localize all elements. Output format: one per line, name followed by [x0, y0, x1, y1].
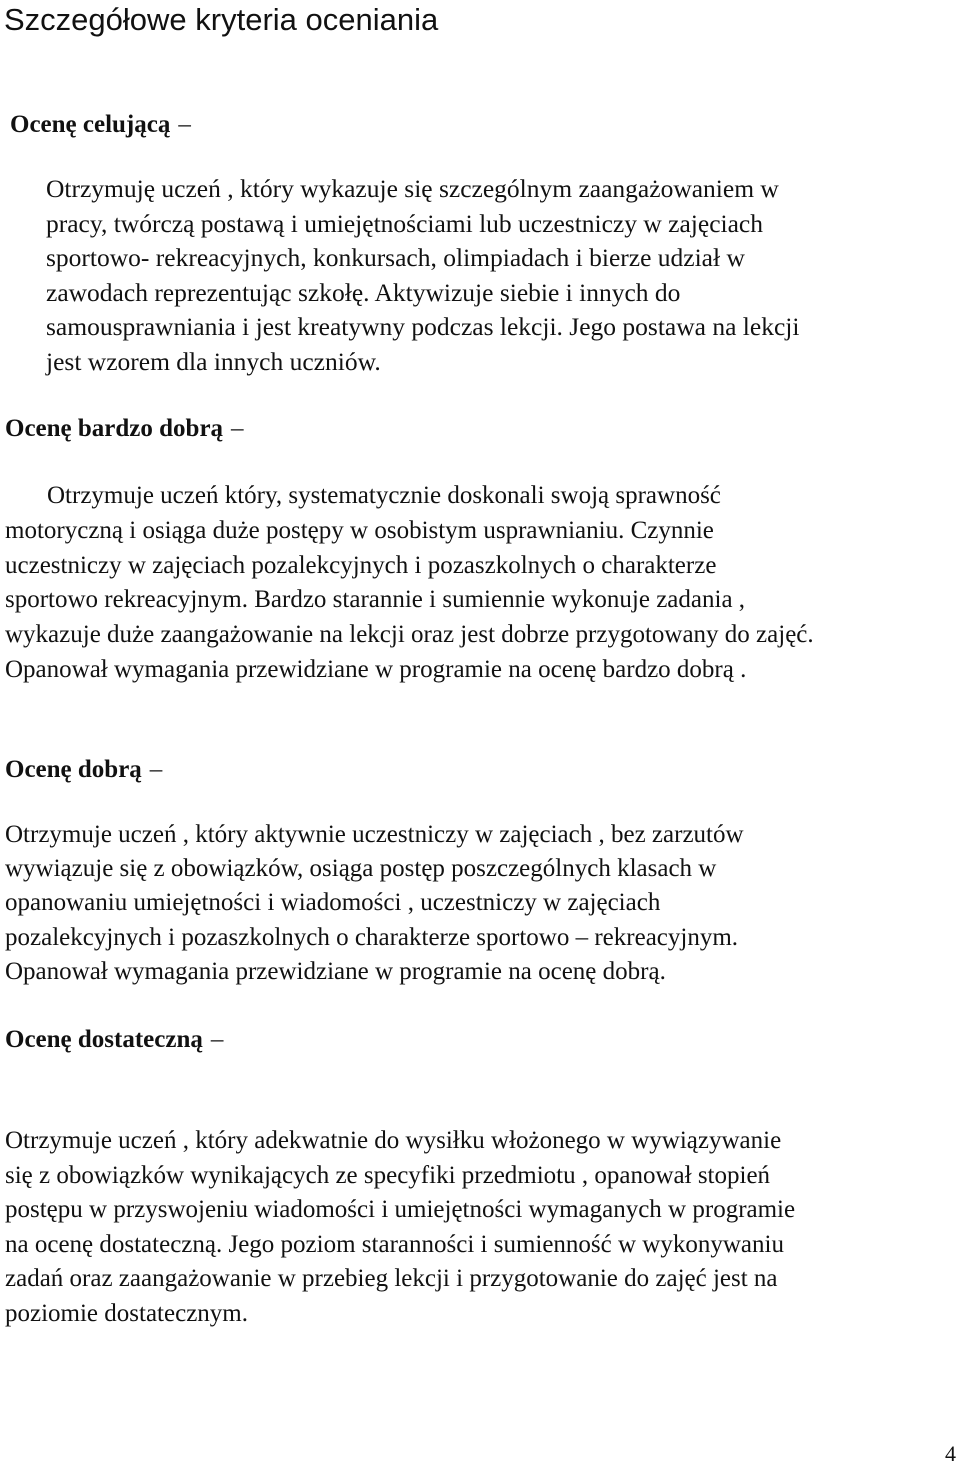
body-line: się z obowiązków wynikających ze specyfiki przedmiotu , opanował stopień [5, 1161, 771, 1189]
body-line: sportowo- rekreacyjnych, konkursach, olimpiadach i bierze udział w [46, 243, 745, 272]
body-line: zawodach reprezentując szkołę. Aktywizuje siebie i innych do [46, 277, 681, 307]
body-line: Otrzymuje uczeń , który aktywnie uczestniczy w zajęciach , bez zarzutów [5, 821, 744, 848]
section-heading-text: Ocenę dobrą [5, 756, 142, 783]
body-line: opanowaniu umiejętności i wiadomości , uczestniczy w zajęciach [5, 889, 661, 917]
section-heading-bardzo-dobra [5, 413, 244, 445]
body-line: na ocenę dostateczną. Jego poziom staranności i sumienność w wykonywaniu [5, 1230, 784, 1258]
body-line: pozalekcyjnych i pozaszkolnych o charakterze sportowo – rekreacyjnym. [5, 923, 739, 951]
page-number: 4 [945, 1441, 956, 1466]
body-line: Otrzymuję uczeń , który wykazuje się szczególnym zaangażowaniem w [46, 174, 779, 203]
heading-dash: – [210, 1026, 224, 1053]
body-line: Otrzymuje uczeń , który adekwatnie do wysiłku włożonego w wywiązywanie [5, 1127, 782, 1154]
body-line: Opanował wymagania przewidziane w programie na ocenę bardzo dobrą . [5, 655, 747, 683]
section-heading-text: Ocenę bardzo dobrą [5, 415, 224, 442]
body-line: Opanował wymagania przewidziane w programie na ocenę dobrą. [5, 957, 666, 985]
body-line: wywiązuje się z obowiązków, osiąga postęp poszczególnych klasach w [5, 855, 717, 883]
section-heading-dobra [5, 754, 162, 786]
heading-dash: – [178, 111, 191, 138]
body-line: pracy, twórczą postawą i umiejętnościami lub uczestniczy w zajęciach [46, 208, 763, 238]
section-heading-text: Ocenę celującą [10, 111, 171, 138]
body-line: uczestniczy w zajęciach pozalekcyjnych i pozaszkolnych o charakterze [5, 551, 717, 579]
section-body-dostateczna [5, 1124, 795, 1332]
body-line: sportowo rekreacyjnym. Bardzo starannie i sumiennie wykonuje zadania , [5, 586, 746, 614]
body-line: Otrzymuje uczeń który, systematycznie doskonali swoją sprawność [47, 482, 721, 509]
section-heading-dostateczna [5, 1024, 223, 1056]
body-line: wykazuje duże zaangażowanie na lekcji oraz jest dobrze przygotowany do zajęć. [5, 621, 814, 649]
section-heading-celujaca [10, 109, 191, 141]
body-line: jest wzorem dla innych uczniów. [46, 346, 381, 376]
section-body-bardzo-dobra [5, 479, 814, 688]
body-line: zadań oraz zaangażowanie w przebieg lekcji i przygotowanie do zajęć jest na [5, 1265, 778, 1293]
section-body-dobra [5, 818, 744, 989]
heading-dash: – [231, 415, 244, 442]
body-line: postępu w przyswojeniu wiadomości i umiejętności wymaganych w programie [5, 1196, 796, 1224]
body-line: poziomie dostatecznym. [5, 1299, 248, 1327]
body-line: samousprawniania i jest kreatywny podczas lekcji. Jego postawa na lekcji [46, 312, 800, 341]
section-body-celujaca [46, 172, 799, 379]
heading-dash: – [149, 756, 163, 783]
body-line: motoryczną i osiąga duże postępy w osobistym usprawnianiu. Czynnie [5, 516, 714, 544]
document-title: Szczegółowe kryteria oceniania [4, 2, 439, 37]
section-heading-text: Ocenę dostateczną [5, 1026, 203, 1053]
